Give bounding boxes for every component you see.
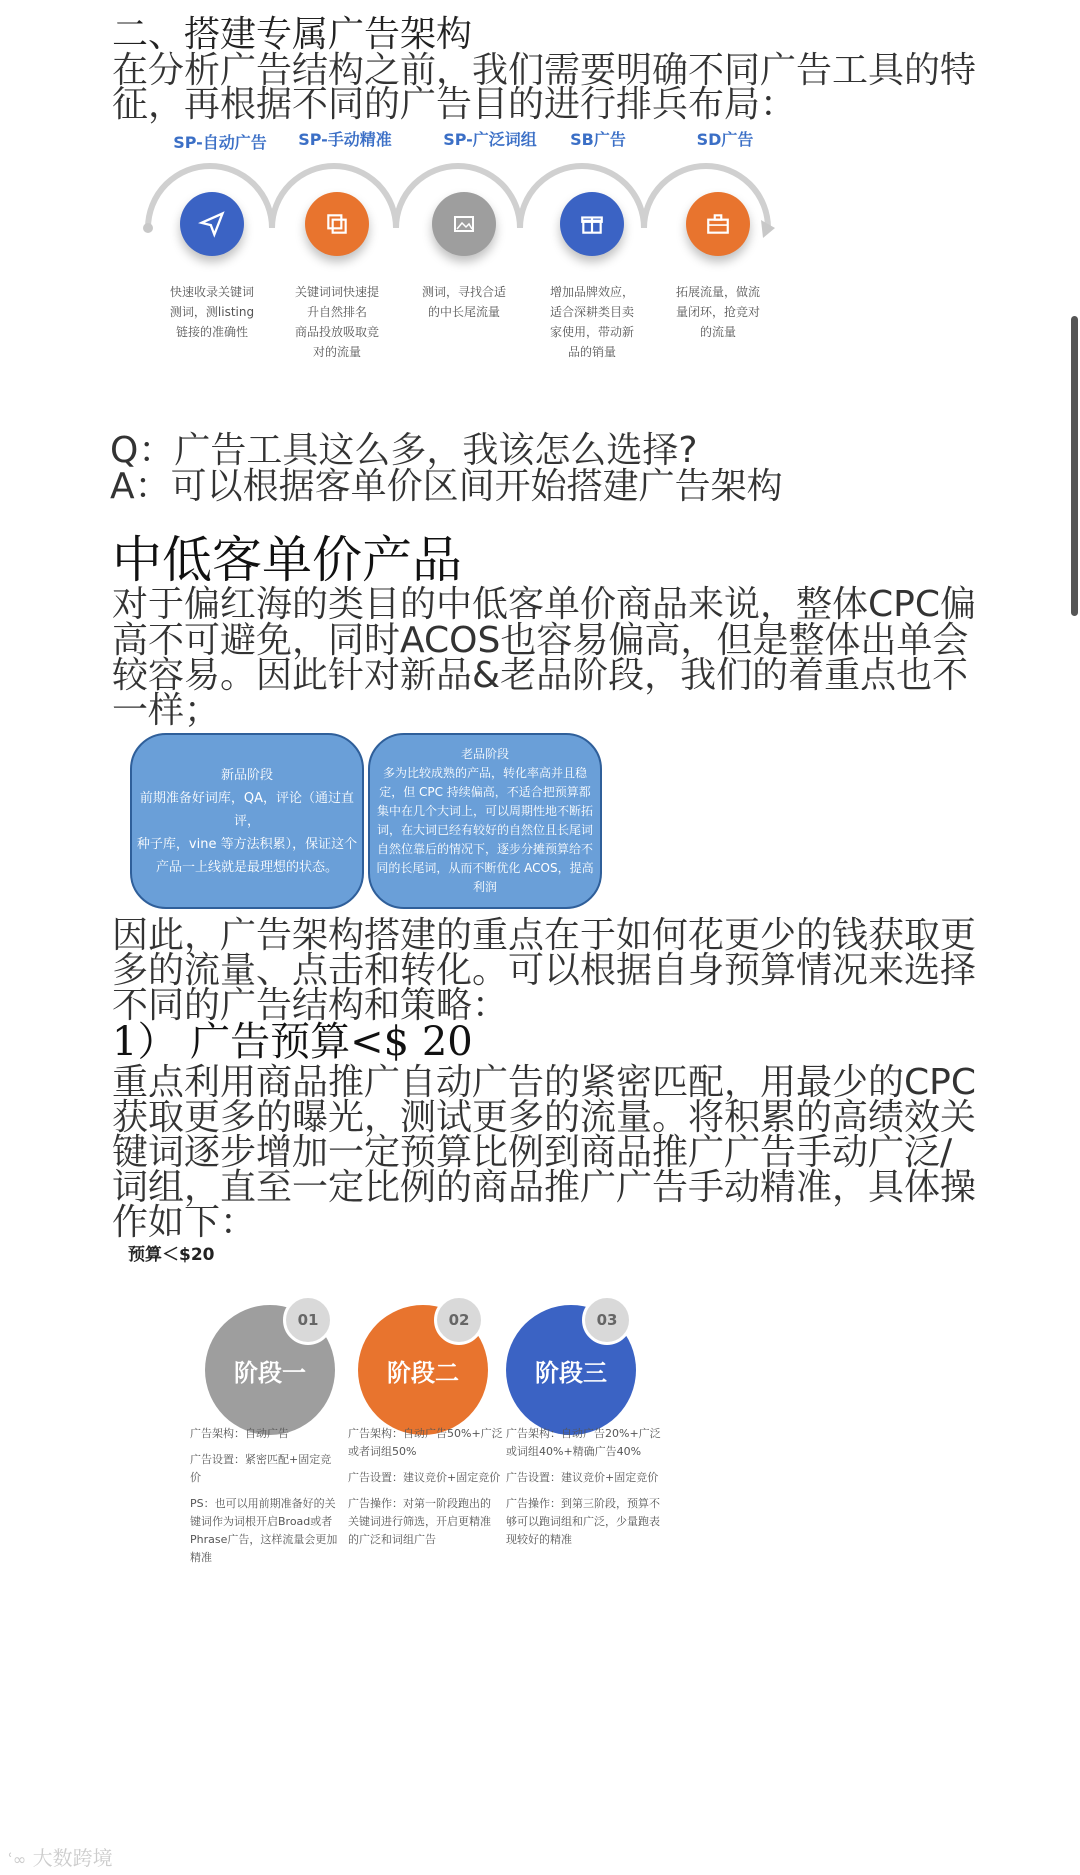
stage-three-details: 广告架构：自动广告20%+广泛 或词组40%+精确广告40% 广告设置：建议竞价+固定竞价 广告操作：到第三阶段，预算不 够可以跑词组和广泛，少量跑表 现较好的精准 [506,1427,661,1546]
tool-title-sp-exact: SP-手动精准 [298,130,392,149]
budget-line-1: 重点利用商品推广自动广告的紧密匹配，用最少的CPC [112,1062,976,1103]
product-line-2: 高不可避免，同时ACOS也容易偏高，但是整体出单会 [112,620,969,661]
tool-title-sd: SD广告 [696,130,754,149]
section-heading: 二、搭建专属广告架构 [112,14,473,55]
product-heading: 中低客单价产品 [112,531,462,589]
intro-line-1: 在分析广告结构之前，我们需要明确不同广告工具的特 [112,50,977,91]
stage-two-number-badge: 02 [434,1295,484,1345]
product-line-4: 一样； [112,690,221,731]
new-stage-title: 新品阶段 [220,767,273,783]
answer-text: A：可以根据客单价区间开始搭建广告架构 [110,466,783,507]
briefcase-icon [686,192,750,256]
old-stage-title: 老品阶段 [460,747,509,761]
question-text: Q：广告工具这么多，我该怎么选择? [110,430,698,471]
stage-two-circle: 阶段二 [358,1305,488,1435]
tool-title-sp-auto: SP-自动广告 [173,133,267,152]
budget-label: 预算＜$20 [128,1245,215,1265]
stage-two-details: 广告架构：自动广告50%+广泛 或者词组50% 广告设置：建议竞价+固定竞价 广告操作：对第一阶段跑出的 关键词进行筛选，开启更精准 的广泛和词组广告 [348,1427,503,1546]
stage-one-circle: 阶段一 [205,1305,335,1435]
budget-line-5: 作如下： [112,1202,257,1243]
stage-one-number-badge: 01 [283,1295,333,1345]
conclusion-line-3: 不同的广告结构和策略： [112,985,509,1026]
new-product-stage-box: 新品阶段 前期准备好词库，QA，评论（通过直评， 种子库，vine 等方法积累），保证这个 产品一上线就是最理想的状态。 [130,733,364,909]
paper-plane-icon [180,192,244,256]
tool-desc-sp-auto: 快速收录关键词 测词，测listing 链接的准确性 [169,285,255,339]
gift-icon [560,192,624,256]
budget-heading: 1） 广告预算<$ 20 [112,1019,473,1065]
stage-three-number-badge: 03 [582,1295,632,1345]
tool-desc-sb: 增加品牌效应， 适合深耕类目卖 家使用，带动新 品的销量 [549,285,634,359]
stage-one-details: 广告架构：自动广告 广告设置：紧密匹配+固定竞价 PS：也可以用前期准备好的关 键词作为词根开启Broad或者 Phrase广告，这样流量会更加 精准 [190,1427,338,1564]
layers-icon [305,192,369,256]
watermark: ʿ∞ 大数跨境 [8,1846,113,1870]
watermark-logo-icon: ʿ∞ [8,1850,27,1869]
conclusion-line-2: 多的流量、点击和转化。可以根据自身预算情况来选择 [112,950,977,991]
tool-desc-sp-exact: 关键词词快速提 升自然排名 商品投放吸取竞 对的流量 [294,285,379,359]
intro-line-2: 征，再根据不同的广告目的进行排兵布局： [112,84,797,125]
product-line-3: 较容易。因此针对新品&老品阶段，我们的着重点也不 [112,655,969,696]
scrollbar[interactable] [1071,316,1078,616]
tool-title-sp-broad: SP-广泛词组 [443,130,537,149]
product-line-1: 对于偏红海的类目的中低客单价商品来说，整体CPC偏 [112,584,976,625]
budget-line-3: 键词逐步增加一定预算比例到商品推广广告手动广泛/ [112,1132,953,1173]
tool-desc-sp-broad: 测词，寻找合适 的中长尾流量 [421,285,506,319]
image-icon [432,192,496,256]
budget-line-2: 获取更多的曝光，测试更多的流量。将积累的高绩效关 [112,1097,977,1138]
tool-desc-sd: 拓展流量，做流 量闭环，抢竞对 的流量 [675,285,760,339]
old-product-stage-box: 老品阶段 多为比较成熟的产品，转化率高并且稳 定，但 CPC 持续偏高，不适合把预算都 集中在几个大词上，可以周期性地不断拓 词，在大词已经有较好的自然位且长尾词 自然位靠后的情况下，逐步分摊预算给不 同的长尾词，从而不断优化 ACOS，提高 利润 [368,733,602,909]
tool-title-sb: SB广告 [570,130,626,149]
budget-line-4: 词组，直至一定比例的商品推广广告手动精准，具体操 [112,1167,977,1208]
stage-three-circle: 阶段三 [506,1305,636,1435]
conclusion-line-1: 因此，广告架构搭建的重点在于如何花更少的钱获取更 [112,915,977,956]
